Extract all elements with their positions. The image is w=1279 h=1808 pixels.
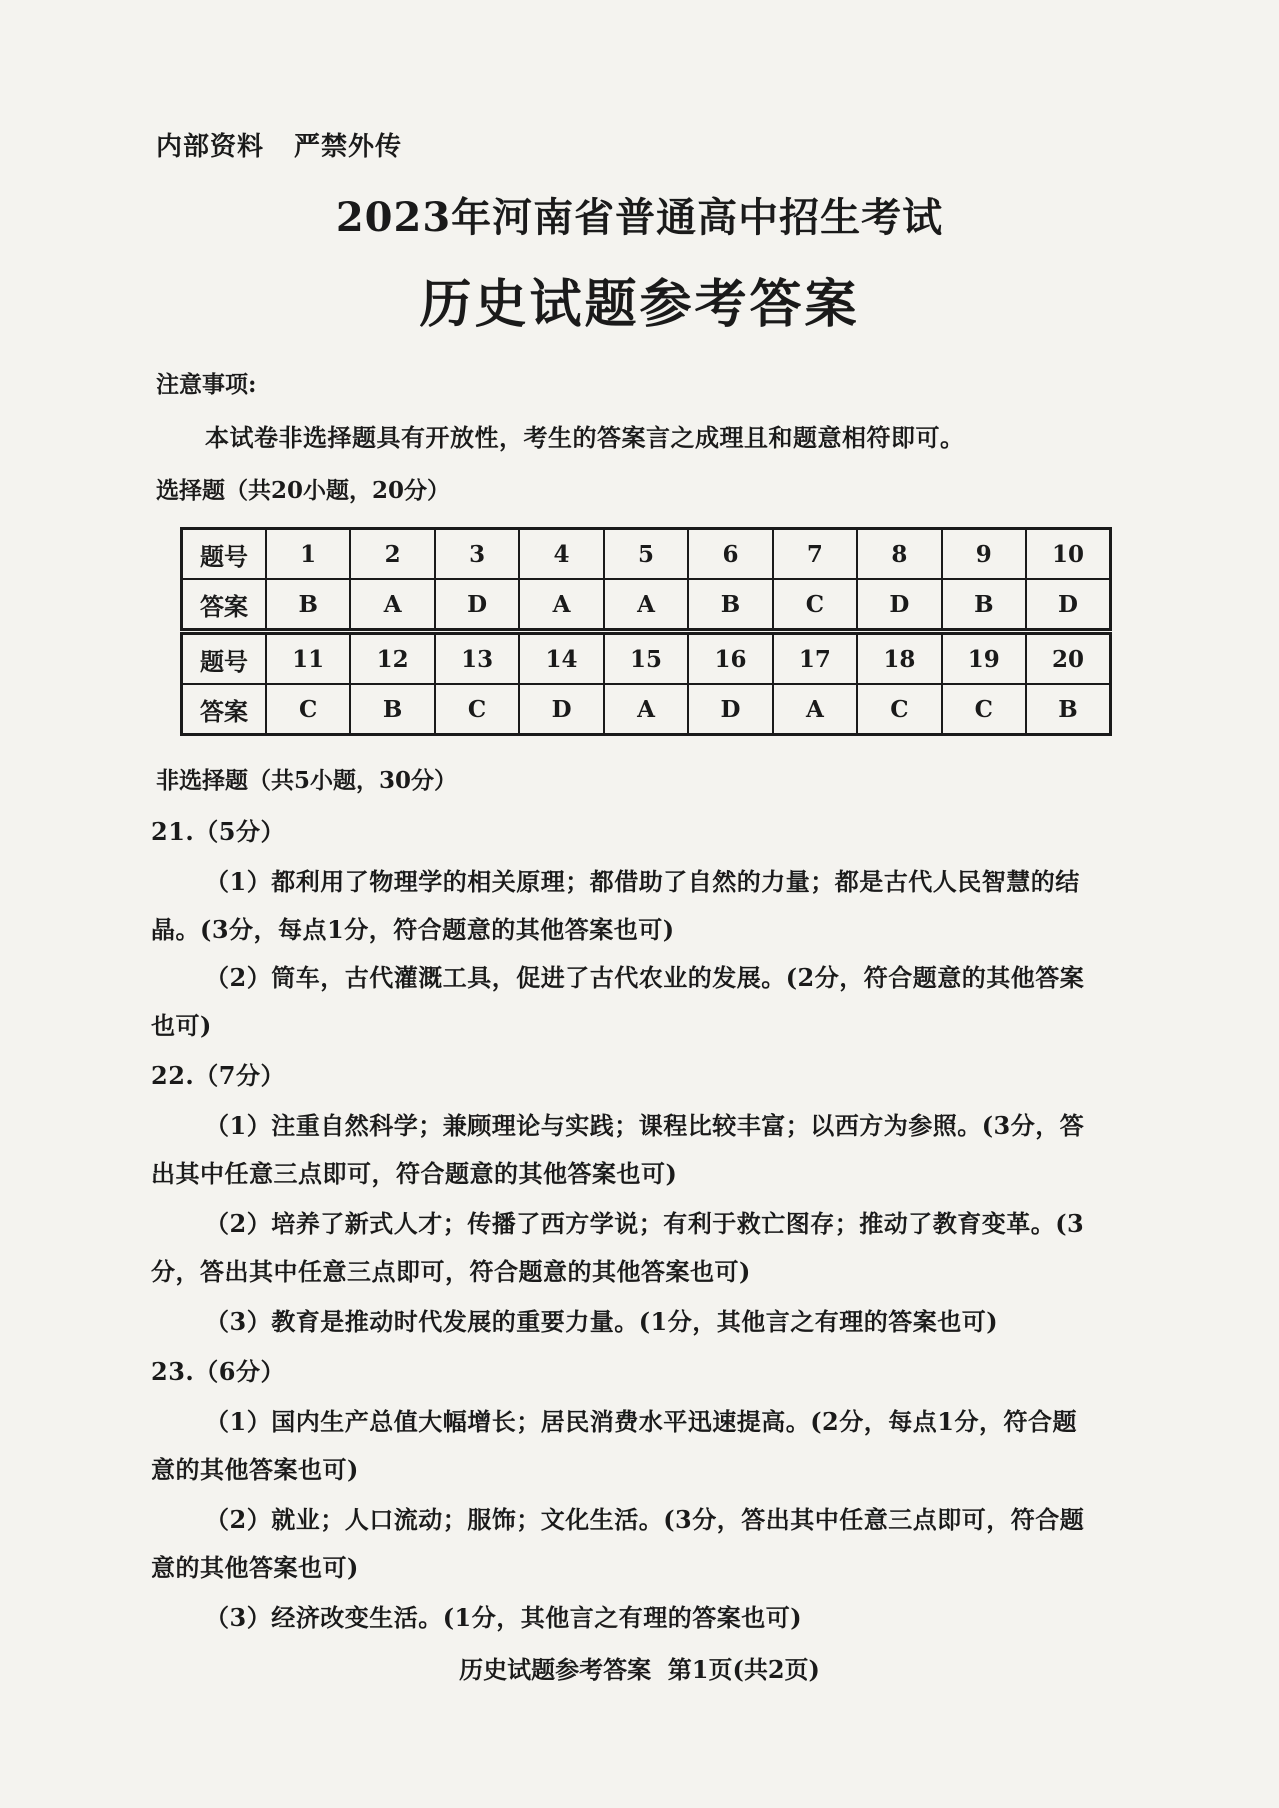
question-number: 13 xyxy=(435,634,519,685)
exam-title: 2023年河南省普通高中招生考试 xyxy=(335,194,944,241)
answer-table-2 xyxy=(180,632,1112,736)
answer-cell: C xyxy=(266,684,350,735)
q23-part2-line1: （2）就业；人口流动；服饰；文化生活。(3分，答出其中任意三点即可，符合题 xyxy=(205,1505,1085,1534)
question-number: 11 xyxy=(266,634,350,685)
question-number: 5 xyxy=(604,529,688,580)
answer-cell: A xyxy=(604,684,688,735)
q22-part2-line1: （2）培养了新式人才；传播了西方学说；有利于救亡图存；推动了教育变革。(3 xyxy=(205,1209,1085,1238)
question-number: 16 xyxy=(688,634,772,685)
q21-title: 21.（5分） xyxy=(151,817,285,846)
row-label-number: 题号 xyxy=(182,634,266,685)
answer-cell: B xyxy=(1026,684,1110,735)
row-label-answer: 答案 xyxy=(182,579,266,630)
question-number: 12 xyxy=(350,634,434,685)
q22-title: 22.（7分） xyxy=(151,1061,285,1090)
answer-cell: C xyxy=(435,684,519,735)
q23-title: 23.（6分） xyxy=(151,1357,285,1386)
answer-cell: D xyxy=(435,579,519,630)
question-number: 3 xyxy=(435,529,519,580)
answer-cell: C xyxy=(942,684,1026,735)
answer-cell: D xyxy=(1026,579,1110,630)
answer-table-1 xyxy=(180,527,1112,631)
answer-cell: C xyxy=(857,684,941,735)
answer-cell: B xyxy=(688,579,772,630)
answer-row xyxy=(182,579,1111,630)
row-label-number: 题号 xyxy=(182,529,266,580)
number-row xyxy=(182,634,1111,685)
answer-cell: B xyxy=(942,579,1026,630)
q23-part1-line2: 意的其他答案也可) xyxy=(151,1455,359,1484)
q22-part3: （3）教育是推动时代发展的重要力量。(1分，其他言之有理的答案也可) xyxy=(205,1307,999,1336)
question-number: 1 xyxy=(266,529,350,580)
answer-cell: D xyxy=(857,579,941,630)
question-number: 7 xyxy=(773,529,857,580)
footer-label: 历史试题参考答案 xyxy=(459,1655,652,1684)
q21-part2-line2: 也可) xyxy=(151,1011,212,1040)
q23-part3: （3）经济改变生活。(1分，其他言之有理的答案也可) xyxy=(205,1603,803,1632)
question-number: 6 xyxy=(688,529,772,580)
nonchoice-heading: 非选择题（共5小题，30分） xyxy=(156,767,458,794)
answer-cell: D xyxy=(519,684,603,735)
answer-cell: A xyxy=(604,579,688,630)
question-number: 9 xyxy=(942,529,1026,580)
answer-row xyxy=(182,684,1111,735)
question-number: 18 xyxy=(857,634,941,685)
question-number: 8 xyxy=(857,529,941,580)
answer-cell: D xyxy=(688,684,772,735)
answer-cell: B xyxy=(350,684,434,735)
question-number: 20 xyxy=(1026,634,1110,685)
q22-part1-line1: （1）注重自然科学；兼顾理论与实践；课程比较丰富；以西方为参照。(3分，答 xyxy=(205,1111,1085,1140)
footer-page-number: 第1页(共2页) xyxy=(667,1655,820,1684)
q21-part1-line1: （1）都利用了物理学的相关原理；都借助了自然的力量；都是古代人民智慧的结 xyxy=(205,867,1080,896)
notice-heading: 注意事项: xyxy=(156,371,257,398)
notice-text: 本试卷非选择题具有开放性，考生的答案言之成理且和题意相符即可。 xyxy=(205,423,965,452)
question-number: 10 xyxy=(1026,529,1110,580)
choice-heading: 选择题（共20小题，20分） xyxy=(156,477,451,504)
confidential-header xyxy=(156,126,402,163)
question-number: 14 xyxy=(519,634,603,685)
answer-cell: B xyxy=(266,579,350,630)
q21-part2-line1: （2）筒车，古代灌溉工具，促进了古代农业的发展。(2分，符合题意的其他答案 xyxy=(205,963,1085,992)
question-number: 4 xyxy=(519,529,603,580)
answer-cell: A xyxy=(773,684,857,735)
q22-part2-line2: 分，答出其中任意三点即可，符合题意的其他答案也可) xyxy=(151,1257,751,1286)
confidential-label-2: 严禁外传 xyxy=(294,132,403,162)
q21-part1-line2: 晶。(3分，每点1分，符合题意的其他答案也可) xyxy=(151,915,675,944)
number-row xyxy=(182,529,1111,580)
q23-part1-line1: （1）国内生产总值大幅增长；居民消费水平迅速提高。(2分，每点1分，符合题 xyxy=(205,1407,1077,1436)
answer-cell: A xyxy=(519,579,603,630)
question-number: 17 xyxy=(773,634,857,685)
q23-part2-line2: 意的其他答案也可) xyxy=(151,1553,359,1582)
answer-cell: A xyxy=(350,579,434,630)
row-label-answer: 答案 xyxy=(182,684,266,735)
page-footer xyxy=(0,1650,1279,1685)
document-title: 历史试题参考答案 xyxy=(419,274,860,335)
question-number: 2 xyxy=(350,529,434,580)
question-number: 15 xyxy=(604,634,688,685)
q22-part1-line2: 出其中任意三点即可，符合题意的其他答案也可) xyxy=(151,1159,678,1188)
answer-cell: C xyxy=(773,579,857,630)
question-number: 19 xyxy=(942,634,1026,685)
confidential-label-1: 内部资料 xyxy=(156,132,265,162)
